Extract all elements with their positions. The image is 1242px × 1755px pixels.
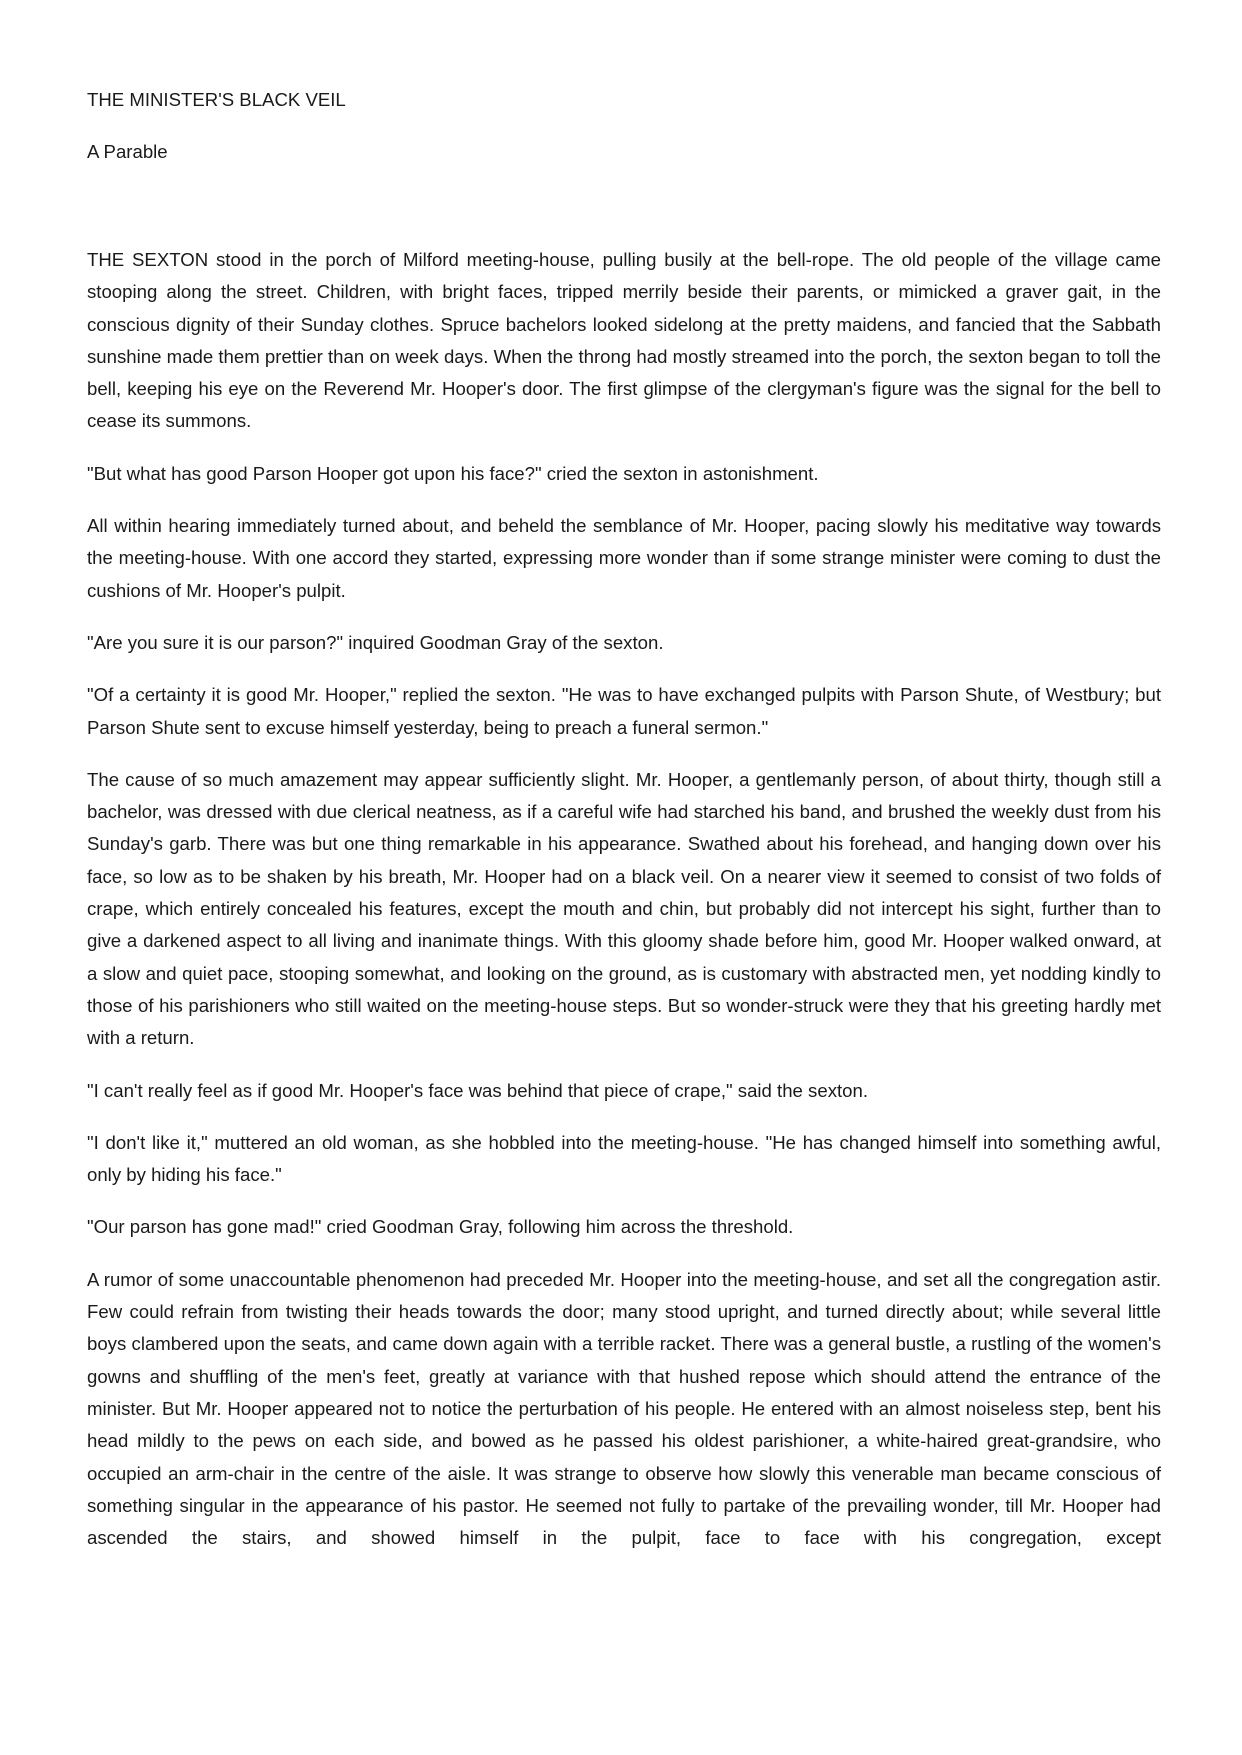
paragraph-sexton-question: "But what has good Parson Hooper got upon his face?" cried the sexton in astonishment. (87, 462, 819, 484)
paragraph-old-woman: "I don't like it," muttered an old woman, as she hobbled into the meeting-house. "He has changed himself into something awful, only by hiding his face." (87, 1131, 1161, 1186)
paragraph-congregation-astir: A rumor of some unaccountable phenomenon had preceded Mr. Hooper into the meeting-house, and set all the congregation astir. Few could refrain from twisting their heads towards the door; many stood upright, and turned directly about; while several little boys clambered upon the seats, and came down again with a terrible racket. There was a general bustle, a rustling of the women's gowns and shuffling of the men's feet, greatly at variance with that hushed repose which should attend the entrance of the minister. But Mr. Hooper appeared not to notice the perturbation of his people. He entered with an almost noiseless step, bent his head mildly to the pews on each side, and bowed as he passed his oldest parishioner, a white-haired great-grandsire, who occupied an arm-chair in the centre of the aisle. It was strange to observe how slowly this venerable man became conscious of something singular in the appearance of his pastor. He seemed not fully to partake of the prevailing wonder, till Mr. Hooper had ascended the stairs, and showed himself in the pulpit, face to face with his congregation, except (87, 1268, 1161, 1549)
document-subtitle: A Parable (87, 141, 168, 162)
paragraph-sexton-porch: THE SEXTON stood in the porch of Milford meeting-house, pulling busily at the bell-rope. The old people of the village came stooping along the street. Children, with bright faces, tripped merrily beside their parents, or mimicked a graver gait, in the conscious dignity of their Sunday clothes. Spruce bachelors looked sidelong at the pretty maidens, and fancied that the Sabbath sunshine made them prettier than on week days. When the throng had mostly streamed into the porch, the sexton began to toll the bell, keeping his eye on the Reverend Mr. Hooper's door. The first glimpse of the clergyman's figure was the signal for the bell to cease its summons. (87, 249, 1161, 432)
paragraph-sexton-crape: "I can't really feel as if good Mr. Hooper's face was behind that piece of crape," said the sexton. (87, 1079, 869, 1101)
document-title: THE MINISTER'S BLACK VEIL (87, 89, 346, 110)
paragraph-parson-mad: "Our parson has gone mad!" cried Goodman Gray, following him across the threshold. (87, 1216, 794, 1238)
paragraph-hearing-turned: All within hearing immediately turned about, and beheld the semblance of Mr. Hooper, pacing slowly his meditative way towards the meeting-house. With one accord they started, expressing more wonder than if some strange minister were coming to dust the cushions of Mr. Hooper's pulpit. (87, 515, 1161, 601)
paragraph-sexton-reply: "Of a certainty it is good Mr. Hooper," replied the sexton. "He was to have exchanged pulpits with Parson Shute, of Westbury; but Parson Shute sent to excuse himself yesterday, being to preach a funeral sermon." (87, 684, 1161, 738)
document-body (87, 244, 1161, 1554)
paragraph-veil-description: The cause of so much amazement may appear sufficiently slight. Mr. Hooper, a gentlemanly person, of about thirty, though still a bachelor, was dressed with due clerical neatness, as if a careful wife had starched his band, and brushed the weekly dust from his Sunday's garb. There was but one thing remarkable in his appearance. Swathed about his forehead, and hanging down over his face, so low as to be shaken by his breath, Mr. Hooper had on a black veil. On a nearer view it seemed to consist of two folds of crape, which entirely concealed his features, except the mouth and chin, but probably did not intercept his sight, further than to give a darkened aspect to all living and inanimate things. With this gloomy shade before him, good Mr. Hooper walked onward, at a slow and quiet pace, stooping somewhat, and looking on the ground, as is customary with abstracted men, yet nodding kindly to those of his parishioners who still waited on the meeting-house steps. But so wonder-struck were they that his greeting hardly met with a return. (87, 768, 1161, 1049)
paragraph-goodman-gray-question: "Are you sure it is our parson?" inquired Goodman Gray of the sexton. (87, 631, 664, 653)
document-page (87, 84, 1161, 1554)
